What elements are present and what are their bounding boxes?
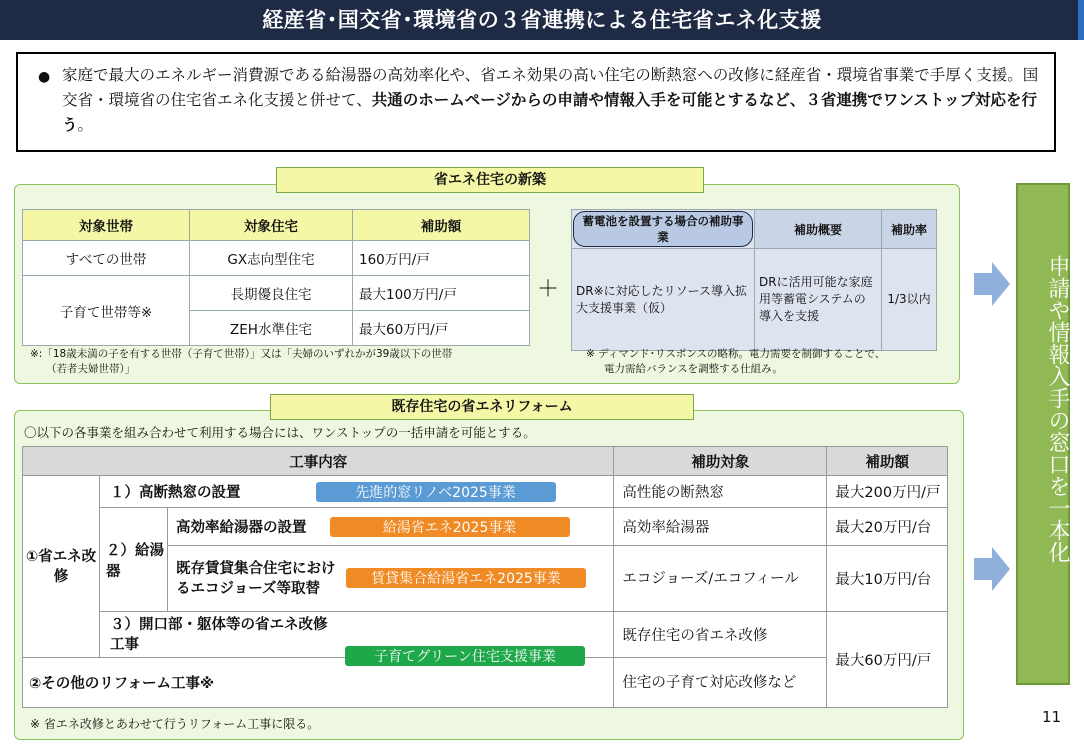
reform-intro: 〇以下の各事業を組み合わせて利用する場合には、ワンストップの一括申請を可能とする。 [24, 425, 536, 440]
target-other: 住宅の子育て対応改修など [614, 658, 827, 708]
battery-rate: 1/3以内 [882, 249, 937, 351]
summary-box [16, 52, 1056, 152]
summary-normal: 家庭で最大のエネルギー消費源である給湯器の高効率化や、省エネ効果の高い住宅の断熱窓への改修に経産省・環境省事業で手厚く支援。国交省・環境省の住宅省エネ化支援と併せて、 [62, 66, 1039, 109]
house-cell: GX志向型住宅 [190, 241, 353, 276]
amount-cell: 最大60万円/戸 [353, 311, 530, 346]
battery-col-overview: 補助概要 [755, 210, 882, 249]
new-homes-table [22, 209, 530, 346]
target-window: 高性能の断熱窓 [614, 476, 827, 508]
bullet: ● [38, 69, 51, 85]
arrow-right-icon [974, 547, 1010, 591]
target-high-eff: 高効率給湯器 [614, 508, 827, 546]
note-left [30, 347, 452, 377]
one-stop-window-box [1016, 183, 1070, 685]
arrow-right-icon [974, 262, 1010, 306]
amount-cell: 最大100万円/戸 [353, 276, 530, 311]
group-energy-reform: ①省エネ改修 [23, 476, 100, 658]
item-ecojozu-label: 既存賃貸集合住宅におけるエコジョーズ等取替 [176, 560, 336, 597]
reform-footnote: ※ 省エネ改修とあわせて行うリフォーム工事に限る。 [30, 717, 320, 731]
item-ecojozu [168, 546, 614, 612]
battery-project: DR※に対応したリソース導入拡大支援事業（仮） [572, 249, 755, 351]
summary-end: 。 [77, 116, 94, 134]
reform-table [22, 446, 948, 708]
plus-sign: ＋ [537, 277, 560, 302]
note-left-line: （若者夫婦世帯）」 [46, 363, 136, 375]
item-opening-label: ３）開口部・躯体等の省エネ改修工事 [110, 616, 328, 653]
note-right-line: 電力需給バランスを調整する仕組み。 [604, 363, 783, 375]
col-subsidy: 補助額 [827, 447, 948, 476]
amount-ecojozu: 最大10万円/台 [827, 546, 948, 612]
program-window: 先進的窓リノベ2025事業 [316, 482, 556, 502]
target-opening: 既存住宅の省エネ改修 [614, 612, 827, 658]
amount-window: 最大200万円/戸 [827, 476, 948, 508]
amount-high-eff: 最大20万円/台 [827, 508, 948, 546]
house-cell: ZEH水準住宅 [190, 311, 353, 346]
battery-header-pill: 蓄電池を設置する場合の補助事業 [573, 211, 753, 247]
program-green: 子育てグリーン住宅支援事業 [345, 646, 585, 666]
note-right [586, 347, 885, 377]
col-work: 工事内容 [23, 447, 614, 476]
household-cell: 子育て世帯等※ [23, 276, 190, 346]
new-homes-label: 省エネ住宅の新築 [276, 167, 704, 193]
item-high-eff-label: 高効率給湯器の設置 [176, 520, 307, 536]
page-title: 経産省･国交省･環境省の３省連携による住宅省エネ化支援 [262, 8, 822, 32]
col-house: 対象住宅 [190, 210, 353, 241]
house-cell: 長期優良住宅 [190, 276, 353, 311]
item-water-heater: ２）給湯器 [100, 508, 168, 612]
col-target: 補助対象 [614, 447, 827, 476]
summary-bold: 共通のホームページからの申請や情報入手を可能とするなど、３省連携でワンストップ対応を行う [62, 91, 1037, 134]
battery-col-rate: 補助率 [882, 210, 937, 249]
item-window-label: １）高断熱窓の設置 [110, 485, 241, 501]
battery-overview: DRに活用可能な家庭用等蓄電システムの導入を支援 [755, 249, 882, 351]
item-high-eff [168, 508, 614, 546]
summary-text [62, 63, 1047, 138]
note-right-line: ※ ディマンド･リスポンスの略称。電力需要を制御することで、 [586, 348, 886, 360]
item-window [100, 476, 614, 508]
amount-shared: 最大60万円/戸 [827, 612, 948, 708]
group-other-reform: ②その他のリフォーム工事※ [23, 658, 614, 708]
note-left-line: ※:「18歳未満の子を有する世帯（子育て世帯）」又は「夫婦のいずれかが39歳以下の世帯 [30, 348, 453, 360]
one-stop-window-text: 申請や情報入手の窓口を一本化 [1045, 255, 1070, 563]
program-rental: 賃貸集合給湯省エネ2025事業 [346, 568, 586, 588]
page-number: 11 [1042, 708, 1062, 726]
target-ecojozu: エコジョーズ/エコフィール [614, 546, 827, 612]
reform-label: 既存住宅の省エネリフォーム [270, 394, 694, 420]
col-amount: 補助額 [353, 210, 530, 241]
battery-table [571, 209, 937, 351]
program-water: 給湯省エネ2025事業 [330, 517, 570, 537]
household-cell: すべての世帯 [23, 241, 190, 276]
col-household: 対象世帯 [23, 210, 190, 241]
amount-cell: 160万円/戸 [353, 241, 530, 276]
item-opening [100, 612, 614, 665]
battery-header-cell [572, 210, 755, 249]
